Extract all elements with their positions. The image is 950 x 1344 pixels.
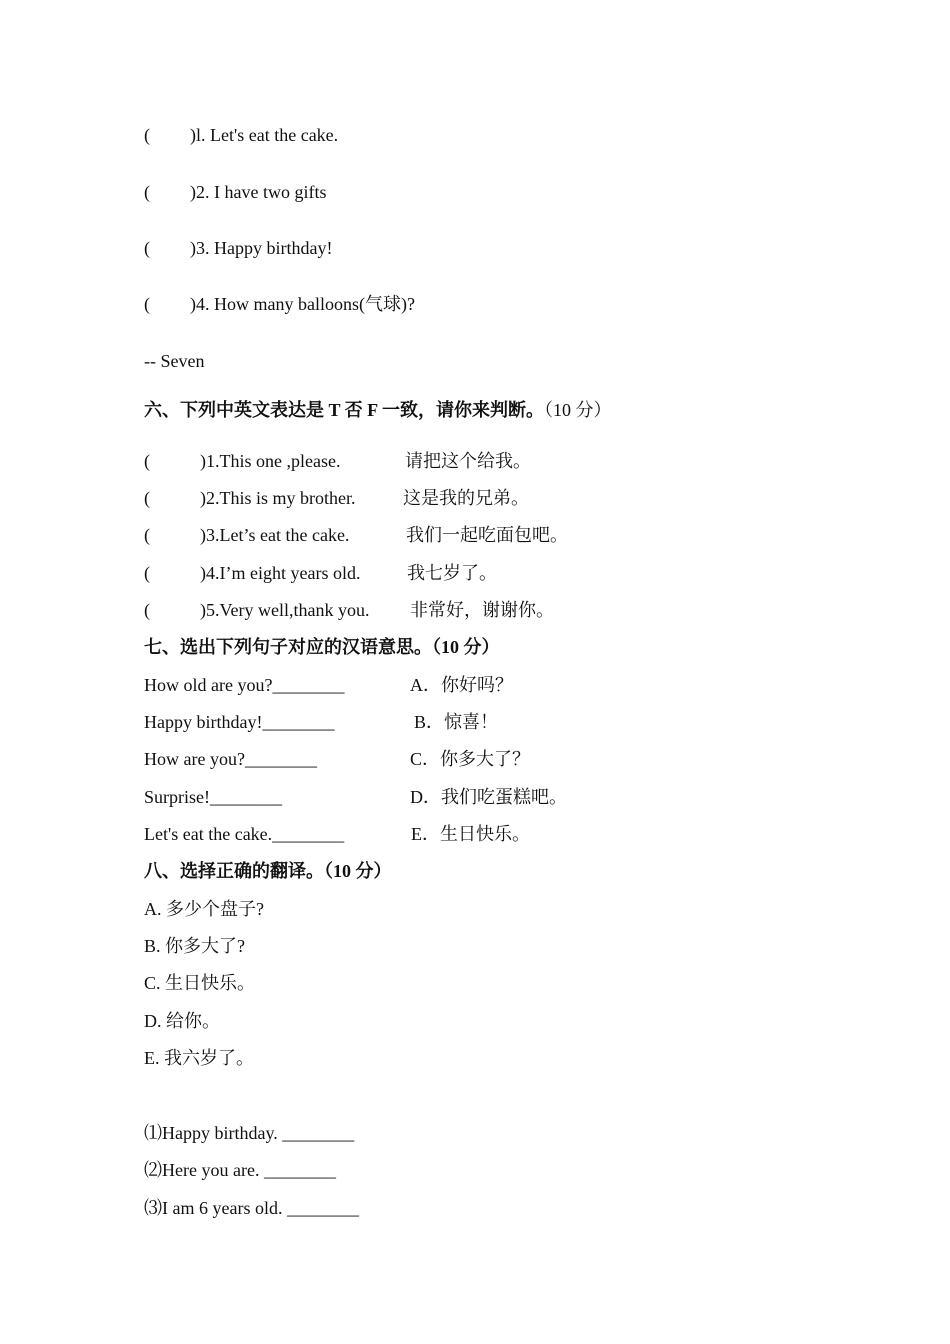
s8-option-c: C. 生日快乐。: [144, 973, 256, 993]
s8-option-b: B. 你多大了?: [144, 936, 245, 956]
s6-item-2-zh: 这是我的兄弟。: [403, 488, 529, 508]
s7-option-e: E．生日快乐。: [411, 824, 530, 844]
s7-question-3: How are you?________: [144, 749, 317, 769]
s6-item-4: ( )4.I’m eight years old.: [144, 563, 361, 583]
s6-item-1: ( )1.This one ,please.: [144, 451, 341, 471]
s5-extra: -- Seven: [144, 351, 205, 371]
s6-item-4-zh: 我七岁了。: [407, 563, 497, 583]
s6-item-5-zh: 非常好，谢谢你。: [410, 600, 554, 620]
s7-option-d: D．我们吃蛋糕吧。: [410, 787, 567, 807]
s7-option-a: A．你好吗？: [410, 675, 513, 695]
s5-item-text: l. Let's eat the cake.: [196, 125, 339, 145]
s7-question-1: How old are you?________: [144, 675, 345, 695]
s8-option-e: E. 我六岁了。: [144, 1048, 254, 1068]
s5-item-2: ( )2. I have two gifts: [144, 182, 327, 202]
s7-title: 七、选出下列句子对应的汉语意思。（10 分）: [144, 637, 500, 657]
s8-option-d: D. 给你。: [144, 1011, 220, 1031]
s6-item-1-zh: 请把这个给我。: [405, 451, 531, 471]
s7-question-4: Surprise!________: [144, 787, 282, 807]
s6-item-2: ( )2.This is my brother.: [144, 488, 356, 508]
s8-title: 八、选择正确的翻译。（10 分）: [144, 861, 392, 881]
s6-item-3-zh: 我们一起吃面包吧。: [406, 525, 568, 545]
s8-question-2: ⑵Here you are. ________: [144, 1160, 336, 1180]
s5-item-text: 4. How many balloons(气球)?: [196, 294, 415, 314]
s6-item-3: ( )3.Let’s eat the cake.: [144, 525, 350, 545]
s5-item-4: ( )4. How many balloons(气球)?: [144, 294, 415, 314]
s7-question-5: Let's eat the cake.________: [144, 824, 345, 844]
s8-question-3: ⑶I am 6 years old. ________: [144, 1198, 359, 1218]
s5-item-text: 3. Happy birthday!: [196, 238, 333, 258]
s5-item-3: ( )3. Happy birthday!: [144, 238, 333, 258]
s7-question-2: Happy birthday!________: [144, 712, 335, 732]
s8-question-1: ⑴Happy birthday. ________: [144, 1123, 355, 1143]
s5-item-1: ( )l. Let's eat the cake.: [144, 125, 339, 145]
s7-option-b: B．惊喜！: [414, 712, 499, 732]
s5-item-text: 2. I have two gifts: [196, 182, 327, 202]
s6-item-5: ( )5.Very well,thank you.: [144, 600, 370, 620]
s7-option-c: C．你多大了？: [410, 749, 531, 769]
s8-option-a: A. 多少个盘子?: [144, 899, 264, 919]
s6-title: 六、下列中英文表达是 T 否 F 一致，请你来判断。（10 分）: [144, 400, 612, 420]
